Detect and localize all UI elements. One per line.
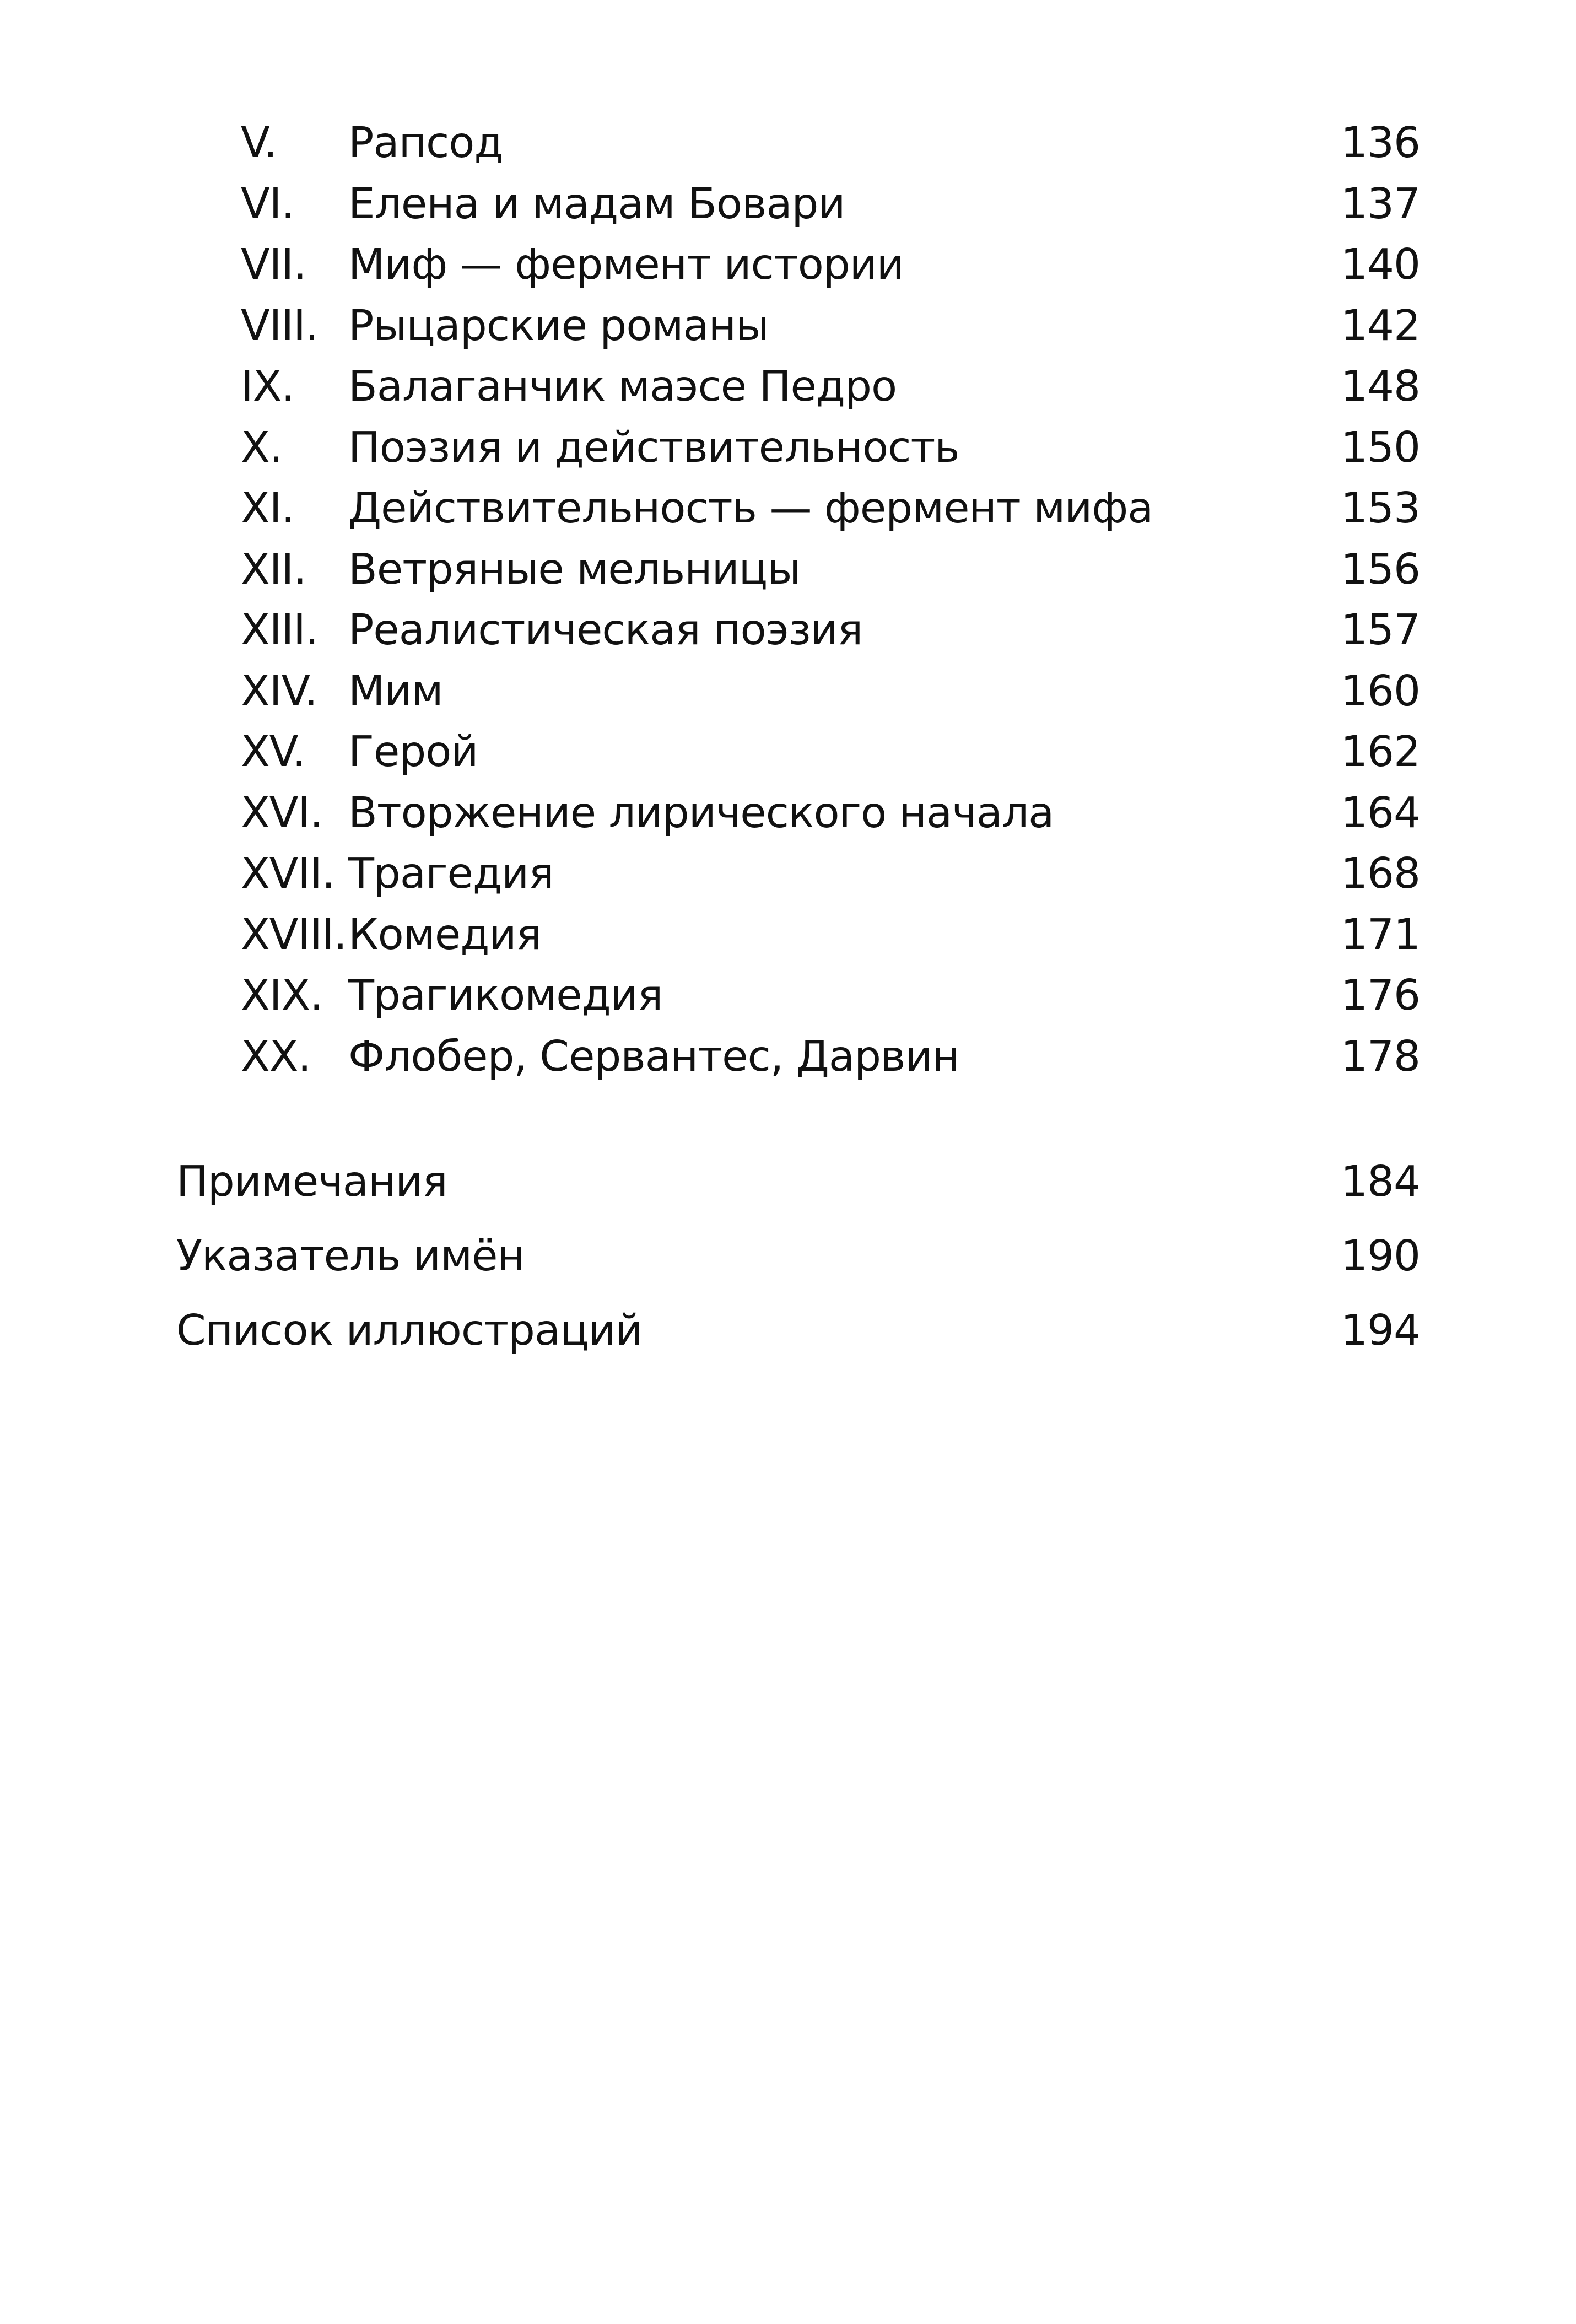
section-title: Указатель имён <box>176 1232 525 1281</box>
toc-entry[interactable] <box>241 722 1420 783</box>
chapter-title: Трагикомедия <box>348 971 663 1020</box>
toc-entry[interactable] <box>241 357 1420 418</box>
chapter-title: Балаганчик маэсе Педро <box>348 362 897 411</box>
chapter-number: XVI. <box>241 788 323 838</box>
chapter-title: Ветряные мельницы <box>348 544 800 594</box>
page-number: 136 <box>1341 118 1420 168</box>
toc-entry[interactable] <box>176 1219 1420 1293</box>
chapter-number: XIV. <box>241 666 317 716</box>
chapter-title: Мим <box>348 666 443 716</box>
chapter-number: VIII. <box>241 301 319 351</box>
section-title: Примечания <box>176 1157 447 1206</box>
toc-entry[interactable] <box>241 174 1420 235</box>
chapter-number: X. <box>241 423 283 472</box>
toc-entry[interactable] <box>241 661 1420 722</box>
toc-entry[interactable] <box>241 296 1420 357</box>
page-number: 171 <box>1341 910 1420 959</box>
page-number: 194 <box>1341 1306 1420 1355</box>
chapter-number: VII. <box>241 240 306 289</box>
chapter-title: Миф — фермент истории <box>348 240 904 289</box>
page-number: 142 <box>1341 301 1420 351</box>
page-number: 168 <box>1341 849 1420 898</box>
chapter-number: XVIII. <box>241 910 347 959</box>
page-number: 157 <box>1341 606 1420 655</box>
chapter-title: Вторжение лирического начала <box>348 788 1054 838</box>
chapter-number: IX. <box>241 362 294 411</box>
toc-entry[interactable] <box>241 113 1420 174</box>
chapter-title: Рыцарские романы <box>348 301 769 351</box>
page-number: 176 <box>1341 971 1420 1020</box>
toc-entry[interactable] <box>241 844 1420 905</box>
toc-entry[interactable] <box>241 783 1420 844</box>
backmatter-list <box>176 1145 1420 1368</box>
toc-entry[interactable] <box>241 600 1420 661</box>
toc-entry[interactable] <box>241 540 1420 601</box>
toc-entry[interactable] <box>241 905 1420 966</box>
chapter-number: VI. <box>241 179 294 229</box>
page-number: 140 <box>1341 240 1420 289</box>
toc-entry[interactable] <box>176 1293 1420 1368</box>
page-number: 164 <box>1341 788 1420 838</box>
chapter-number: XI. <box>241 484 294 533</box>
toc-entry[interactable] <box>241 235 1420 296</box>
page-number: 184 <box>1341 1157 1420 1206</box>
section-title: Список иллюстраций <box>176 1306 643 1355</box>
page-number: 148 <box>1341 362 1420 411</box>
toc-entry[interactable] <box>241 478 1420 540</box>
page-number: 162 <box>1341 727 1420 777</box>
page-number: 178 <box>1341 1032 1420 1081</box>
chapter-title: Флобер, Сервантес, Дарвин <box>348 1032 959 1081</box>
page-number: 156 <box>1341 544 1420 594</box>
chapter-list <box>241 113 1420 1087</box>
page-number: 150 <box>1341 423 1420 472</box>
toc-entry[interactable] <box>241 966 1420 1027</box>
page-number: 137 <box>1341 179 1420 229</box>
chapter-title: Реалистическая поэзия <box>348 606 863 655</box>
page-number: 153 <box>1341 484 1420 533</box>
chapter-title: Елена и мадам Бовари <box>348 179 845 229</box>
chapter-number: V. <box>241 118 277 168</box>
chapter-number: XIII. <box>241 606 319 655</box>
chapter-title: Рапсод <box>348 118 503 168</box>
chapter-title: Поэзия и действительность <box>348 423 959 472</box>
chapter-title: Действительность — фермент мифа <box>348 484 1153 533</box>
chapter-number: XV. <box>241 727 305 777</box>
toc-entry[interactable] <box>176 1145 1420 1219</box>
chapter-title: Трагедия <box>348 849 554 898</box>
toc-entry[interactable] <box>241 418 1420 479</box>
chapter-number: XVII. <box>241 849 335 898</box>
chapter-number: XX. <box>241 1032 311 1081</box>
page-number: 190 <box>1341 1232 1420 1281</box>
chapter-number: XIX. <box>241 971 323 1020</box>
page-number: 160 <box>1341 666 1420 716</box>
chapter-title: Комедия <box>348 910 541 959</box>
toc-entry[interactable] <box>241 1027 1420 1088</box>
chapter-title: Герой <box>348 727 478 777</box>
chapter-number: XII. <box>241 544 306 594</box>
